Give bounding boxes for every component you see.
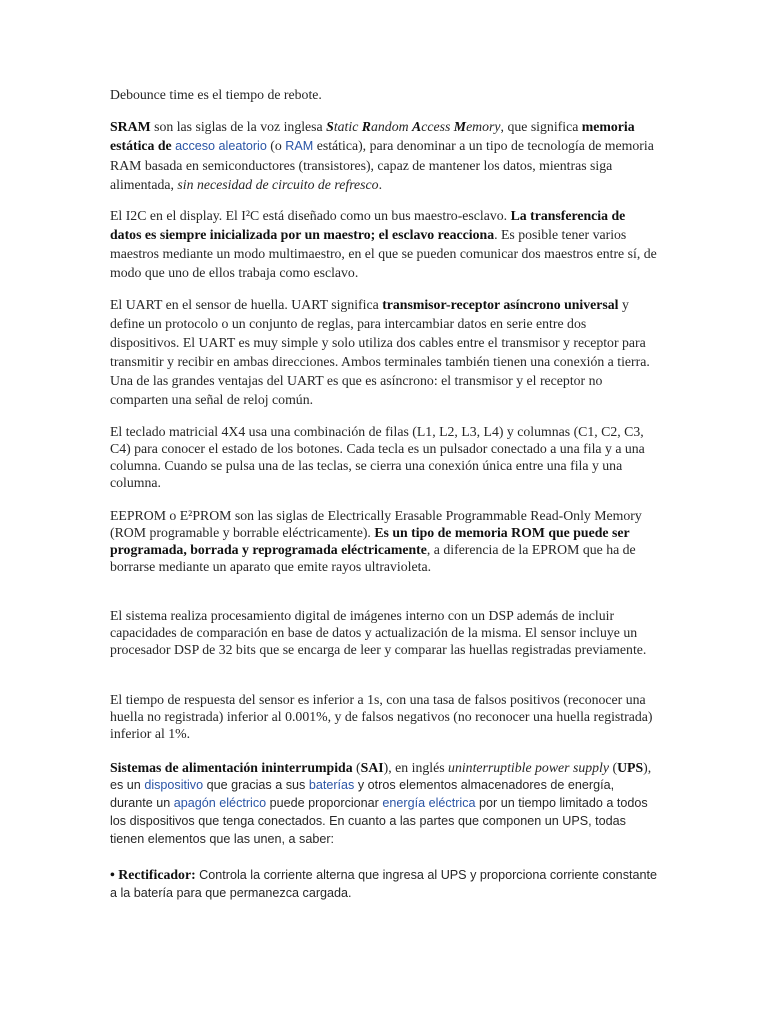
paragraph-rectificador: • Rectificador: Controla la corriente alterna que ingresa al UPS y proporciona corriente constante a la batería para que permanezca cargada. [110,867,657,900]
link-dispositivo[interactable]: dispositivo [144,778,204,792]
link-baterias[interactable]: baterías [308,778,355,792]
paragraph-uart: El UART en el sensor de huella. UART significa transmisor-receptor asíncrono universal y define un protocolo o un conjunto de reglas, para intercambiar datos en serie entre dos dispositivos. El UART es muy simple y solo utiliza dos cables entre el transmisor y receptor para transmitir y recibir en ambas direcciones. Ambos terminales también tienen una conexión a tierra. Una de las grandes ventajas del UART es que es asíncrono: el transmisor y el receptor no comparten una señal de reloj común. [110,297,650,407]
bullet-icon: • [110,867,119,882]
link-ram[interactable]: RAM [285,139,314,153]
term-sram: SRAM [110,119,151,134]
link-energia-electrica[interactable]: energía eléctrica [382,796,476,810]
link-acceso-aleatorio[interactable]: acceso aleatorio [175,139,267,153]
paragraph-sram: SRAM son las siglas de la voz inglesa Static Random Access Memory, que significa memoria estática de acceso aleatorio (o RAM estática), para denominar a un tipo de tecnología de memoria RAM basada en semiconductores (transistores), capaz de mantener los datos, mientras siga alimentada, sin necesidad de circuito de refresco. [110,119,654,192]
paragraph-eeprom: EEPROM o E²PROM son las siglas de Electrically Erasable Programmable Read-Only Memory (ROM programable y borrable eléctricamente). Es un tipo de memoria ROM que puede ser programada, borrada y reprogramada eléctricamente, a diferencia de la EPROM que ha de borrarse mediante un aparato que emite rayos ultravioleta. [110,508,642,574]
paragraph-dsp: El sistema realiza procesamiento digital de imágenes interno con un DSP además de incluir capacidades de comparación en base de datos y actualización de la misma. El sensor incluye un procesador DSP de 32 bits que se encarga de leer y comparar las huellas registradas previamente. [110,608,647,657]
paragraph-teclado: El teclado matricial 4X4 usa una combinación de filas (L1, L2, L3, L4) y columnas (C1, C2, C3, C4) para conocer el estado de los botones. Cada tecla es un pulsador conectado a una fila y a una columna. Cuando se pulsa una de las teclas, se cierra una conexión única entre una fila y una columna. [110,424,645,490]
link-apagon-electrico[interactable]: apagón eléctrico [173,796,267,810]
paragraph-ups: Sistemas de alimentación ininterrumpida (SAI), en inglés uninterruptible power supply (UPS), es un dispositivo que gracias a sus baterías y otros elementos almacenadores de energía, durante un apagón eléctrico puede proporcionar energía eléctrica por un tiempo limitado a todos los dispositivos que tenga conectados. En cuanto a las partes que componen un UPS, todas tienen elementos que las unen, a saber: [110,760,652,846]
paragraph-i2c: El I2C en el display. El I²C está diseñado como un bus maestro-esclavo. La transferencia de datos es siempre inicializada por un maestro; el esclavo reacciona. Es posible tener varios maestros mediante un modo multimaestro, en el que se pueden comunicar dos maestros entre sí, de modo que uno de ellos trabaja como esclavo. [110,208,657,280]
paragraph-tiempo: El tiempo de respuesta del sensor es inferior a 1s, con una tasa de falsos positivos (reconocer una huella no registrada) inferior al 0.001%, y de falsos negativos (no reconocer una huella registrada) inferior al 1%. [110,692,653,741]
paragraph-debounce: Debounce time es el tiempo de rebote. [110,87,322,102]
